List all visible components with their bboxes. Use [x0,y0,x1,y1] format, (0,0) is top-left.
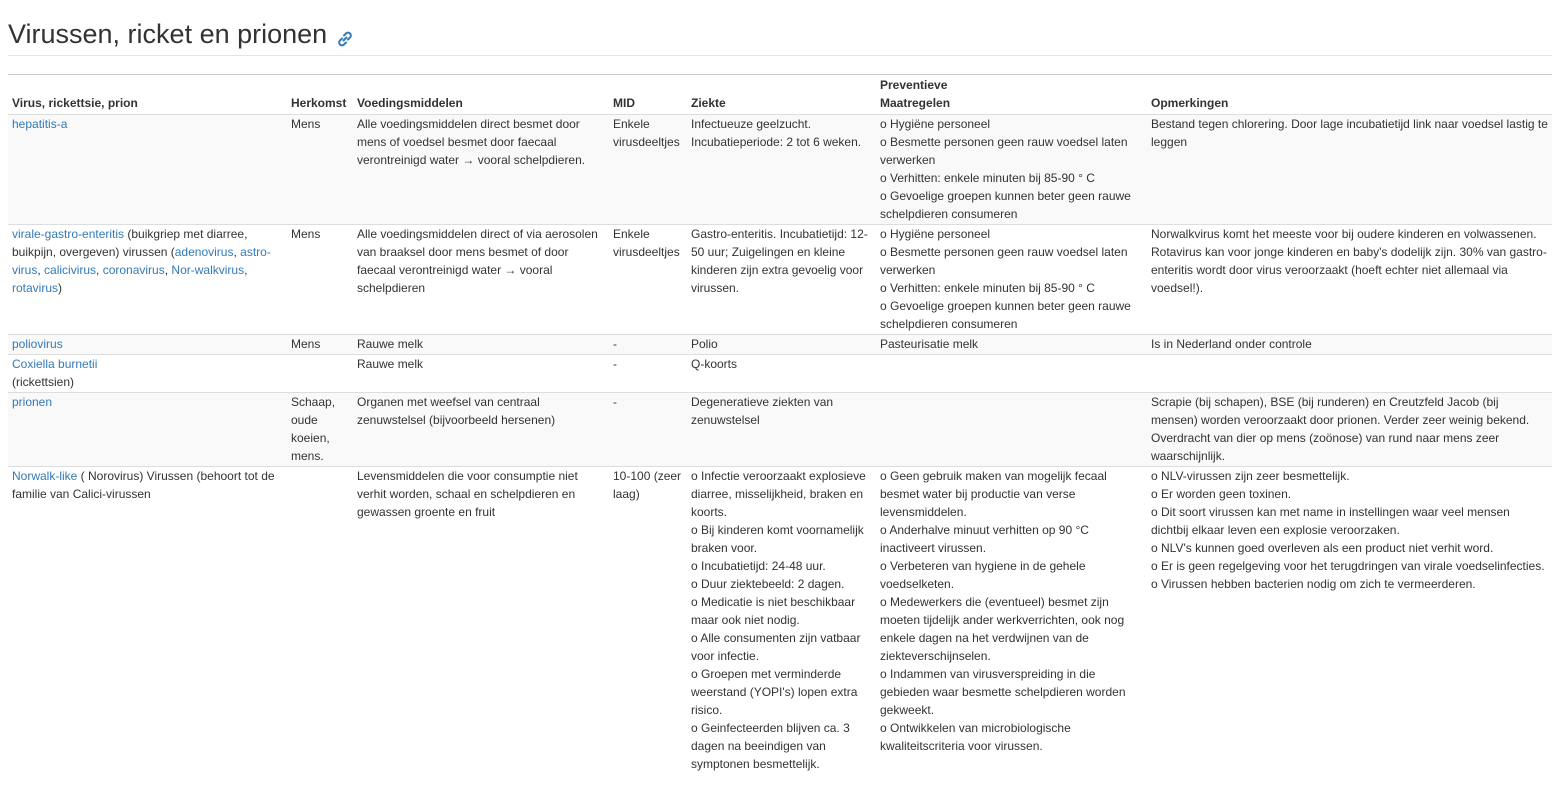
link-prionen[interactable]: prionen [12,395,53,409]
header-herkomst: Herkomst [291,96,347,110]
cell-ziekte: Degeneratieve ziekten van zenuwstelsel [691,395,834,427]
maatregel-item: o Gevoelige groepen kunnen beter geen rauwe schelpdieren consumeren [880,299,1131,331]
table-row [8,355,1552,393]
cell-voedingsmiddelen: Rauwe melk [357,337,424,351]
maatregel-item: o Gevoelige groepen kunnen beter geen rauwe schelpdieren consumeren [880,189,1131,221]
ziekte-item: o Infectie veroorzaakt explosieve diarree, misselijkheid, braken en koorts. [691,469,866,519]
cell-opmerkingen: Is in Nederland onder controle [1151,337,1312,351]
header-ziekte: Ziekte [691,96,726,110]
virus-description: (rickettsien) [12,375,75,389]
cell-maatregelen [876,225,1147,335]
cell-opmerkingen: Bestand tegen chlorering. Door lage incubatietijd link naar voedsel lastig te leggen [1151,117,1548,149]
ziekte-item: o Duur ziektebeeld: 2 dagen. [691,577,845,591]
maatregel-item: o Besmette personen geen rauw voedsel laten verwerken [880,245,1128,277]
maatregel-item: o Hygiëne personeel [880,117,991,131]
link-rotavirus[interactable]: rotavirus [12,281,59,295]
header-virus: Virus, rickettsie, prion [12,96,138,110]
cell-virus [8,393,287,467]
virus-description: ( Norovirus) Virussen (behoort tot de familie van Calici-virussen [12,469,275,501]
link-coxiella-burnetii[interactable]: Coxiella burnetii [12,357,98,371]
header-preventieve-maatregelen [876,75,1147,115]
link-astro-virus[interactable]: astro-virus [12,245,271,277]
cell-maatregelen [876,115,1147,225]
cell-herkomst [287,355,353,393]
header-opmerkingen: Opmerkingen [1151,96,1229,110]
cell-herkomst: Mens [291,117,321,131]
cell-mid: - [613,357,617,371]
table-row [8,467,1552,775]
cell-herkomst: Mens [291,227,321,241]
cell-virus [8,335,287,355]
cell-maatregelen [876,467,1147,775]
maatregel-item: o Indammen van virusverspreiding in die gebieden waar besmette schelpdieren worden gekweekt. [880,667,1126,717]
link-adenovirus[interactable]: adenovirus [174,245,234,259]
cell-ziekte: Q-koorts [691,357,738,371]
opmerking-item: o Er is geen regelgeving voor het terugdringen van virale voedselinfecties. [1151,559,1545,573]
cell-virus [8,355,287,393]
link-chain-icon [335,29,355,49]
ziekte-item: o Groepen met verminderde weerstand (YOPI's) lopen extra risico. [691,667,858,717]
maatregel-item: o Medewerkers die (eventueel) besmet zijn moeten tijdelijk ander werkverrichten, ook nog enkele dagen na het verdwijnen van de ziekteverschijnselen. [880,595,1125,663]
table-header-row [8,75,1552,115]
table-row [8,115,1552,225]
table-wrapper [8,74,1552,774]
opmerking-item: o NLV's kunnen goed overleven als een product niet verhit word. [1151,541,1494,555]
cell-voedingsmiddelen: Organen met weefsel van centraal zenuwstelsel (bijvoorbeeld hersenen) [357,395,556,427]
cell-virus [8,467,287,775]
opmerking-item: o Dit soort virussen kan met name in instellingen waar veel mensen dichtbij elkaar leven een explosie veroorzaken. [1151,505,1510,537]
maatregel-item: o Geen gebruik maken van mogelijk fecaal besmet water bij productie van verse levensmiddelen. [880,469,1107,519]
cell-herkomst: Mens [291,337,321,351]
link-nor-walkvirus[interactable]: Nor-walkvirus [171,263,245,277]
maatregel-item: o Besmette personen geen rauw voedsel laten verwerken [880,135,1128,167]
maatregel-item: o Anderhalve minuut verhitten op 90 °C inactiveert virussen. [880,523,1089,555]
cell-ziekte: Polio [691,337,718,351]
link-coronavirus[interactable]: coronavirus [102,263,165,277]
ziekte-item: o Geinfecteerden blijven ca. 3 dagen na beeindigen van symptonen besmettelijk. [691,721,850,771]
ziekte-item: o Alle consumenten zijn vatbaar voor infectie. [691,631,861,663]
maatregel-item: o Verbeteren van hygiene in de gehele voedselketen. [880,559,1086,591]
header-preventieve-line1: Preventieve [880,78,948,92]
virus-table [8,74,1552,774]
ziekte-item: o Bij kinderen komt voornamelijk braken voor. [691,523,864,555]
cell-mid: - [613,337,617,351]
table-row [8,225,1552,335]
table-row [8,393,1552,467]
cell-opmerkingen [1147,355,1552,393]
opmerking-item: o Virussen hebben bacterien nodig om zich te vermeerderen. [1151,577,1476,591]
cell-voedingsmiddelen: Alle voedingsmiddelen direct besmet door mens of voedsel besmet door faecaal verontreinigd water → vooral schelpdieren. [357,117,586,167]
cell-mid: Enkele virusdeeltjes [613,227,680,259]
cell-voedingsmiddelen: Rauwe melk [357,357,424,371]
cell-opmerkingen [1147,467,1552,775]
link-calicivirus[interactable]: calicivirus [44,263,97,277]
maatregel-item: o Verhitten: enkele minuten bij 85-90 ° C [880,281,1095,295]
cell-ziekte [687,467,876,775]
anchor-link-icon[interactable] [335,23,355,43]
opmerking-item: o Er worden geen toxinen. [1151,487,1292,501]
virus-description: (buikgriep met diarree, buikpijn, overgeven) virussen ( [12,227,248,259]
cell-ziekte: Gastro-enteritis. Incubatietijd: 12-50 uur; Zuigelingen en kleine kinderen zijn extra gevoelig voor virussen. [691,227,868,295]
header-preventieve-line2: Maatregelen [880,96,951,110]
ziekte-item: o Medicatie is niet beschikbaar maar ook niet nodig. [691,595,856,627]
cell-opmerkingen: Norwalkvirus komt het meeste voor bij oudere kinderen en volwassenen. Rotavirus kan voor jonge kinderen en baby's dodelijk zijn. 30% van gastro-enteritis wordt door virus veroorzaakt (hoeft echter niet allemaal via voedsel!). [1151,227,1547,295]
cell-herkomst: Schaap, oude koeien, mens. [291,395,336,463]
ziekte-item: o Incubatietijd: 24-48 uur. [691,559,826,573]
table-row [8,335,1552,355]
page-heading [8,0,1552,56]
link-poliovirus[interactable]: poliovirus [12,337,63,351]
virus-description-end: ) [58,281,63,295]
cell-herkomst [287,467,353,775]
link-norwalk-like[interactable]: Norwalk-like [12,469,78,483]
cell-virus [8,115,287,225]
header-mid: MID [613,96,635,110]
cell-ziekte: Infectueuze geelzucht. Incubatieperiode: 2 tot 6 weken. [691,117,862,149]
page-title: Virussen, ricket en prionen [8,19,328,49]
cell-maatregelen [876,393,1147,467]
cell-mid: - [613,395,617,409]
maatregel-item: o Verhitten: enkele minuten bij 85-90 ° C [880,171,1095,185]
header-voedingsmiddelen: Voedingsmiddelen [357,96,463,110]
cell-voedingsmiddelen: Levensmiddelen die voor consumptie niet verhit worden, schaal en schelpdieren en gewassen groente en fruit [357,469,578,519]
opmerking-item: o NLV-virussen zijn zeer besmettelijk. [1151,469,1350,483]
cell-mid: Enkele virusdeeltjes [613,117,680,149]
cell-mid: 10-100 (zeer laag) [613,469,682,501]
cell-maatregelen [876,355,1147,393]
maatregel-item: o Hygiëne personeel [880,227,991,241]
link-hepatitis-a[interactable]: hepatitis-a [12,117,68,131]
cell-opmerkingen: Scrapie (bij schapen), BSE (bij runderen) en Creutzfeld Jacob (bij mensen) worden veroorzaakt door prionen. Verder zeer weinig bekend. Overdracht van dier op mens (zoönose) van rund naar mens zeer waarschijnlijk. [1151,395,1530,463]
link-virale-gastro-enteritis[interactable]: virale-gastro-enteritis [12,227,125,241]
cell-maatregelen: Pasteurisatie melk [880,337,979,351]
maatregel-item: o Ontwikkelen van microbiologische kwaliteitscriteria voor virussen. [880,721,1071,753]
cell-virus: virale-gastro-enteritis (buikgriep met diarree, buikpijn, overgeven) virussen (adenovirus, astro-virus, calicivirus, coronavirus, Nor-walkvirus, rotavirus) [12,227,271,295]
cell-voedingsmiddelen: Alle voedingsmiddelen direct of via aerosolen van braaksel door mens besmet of door faecaal verontreinigd water → vooral schelpdieren [357,227,598,295]
